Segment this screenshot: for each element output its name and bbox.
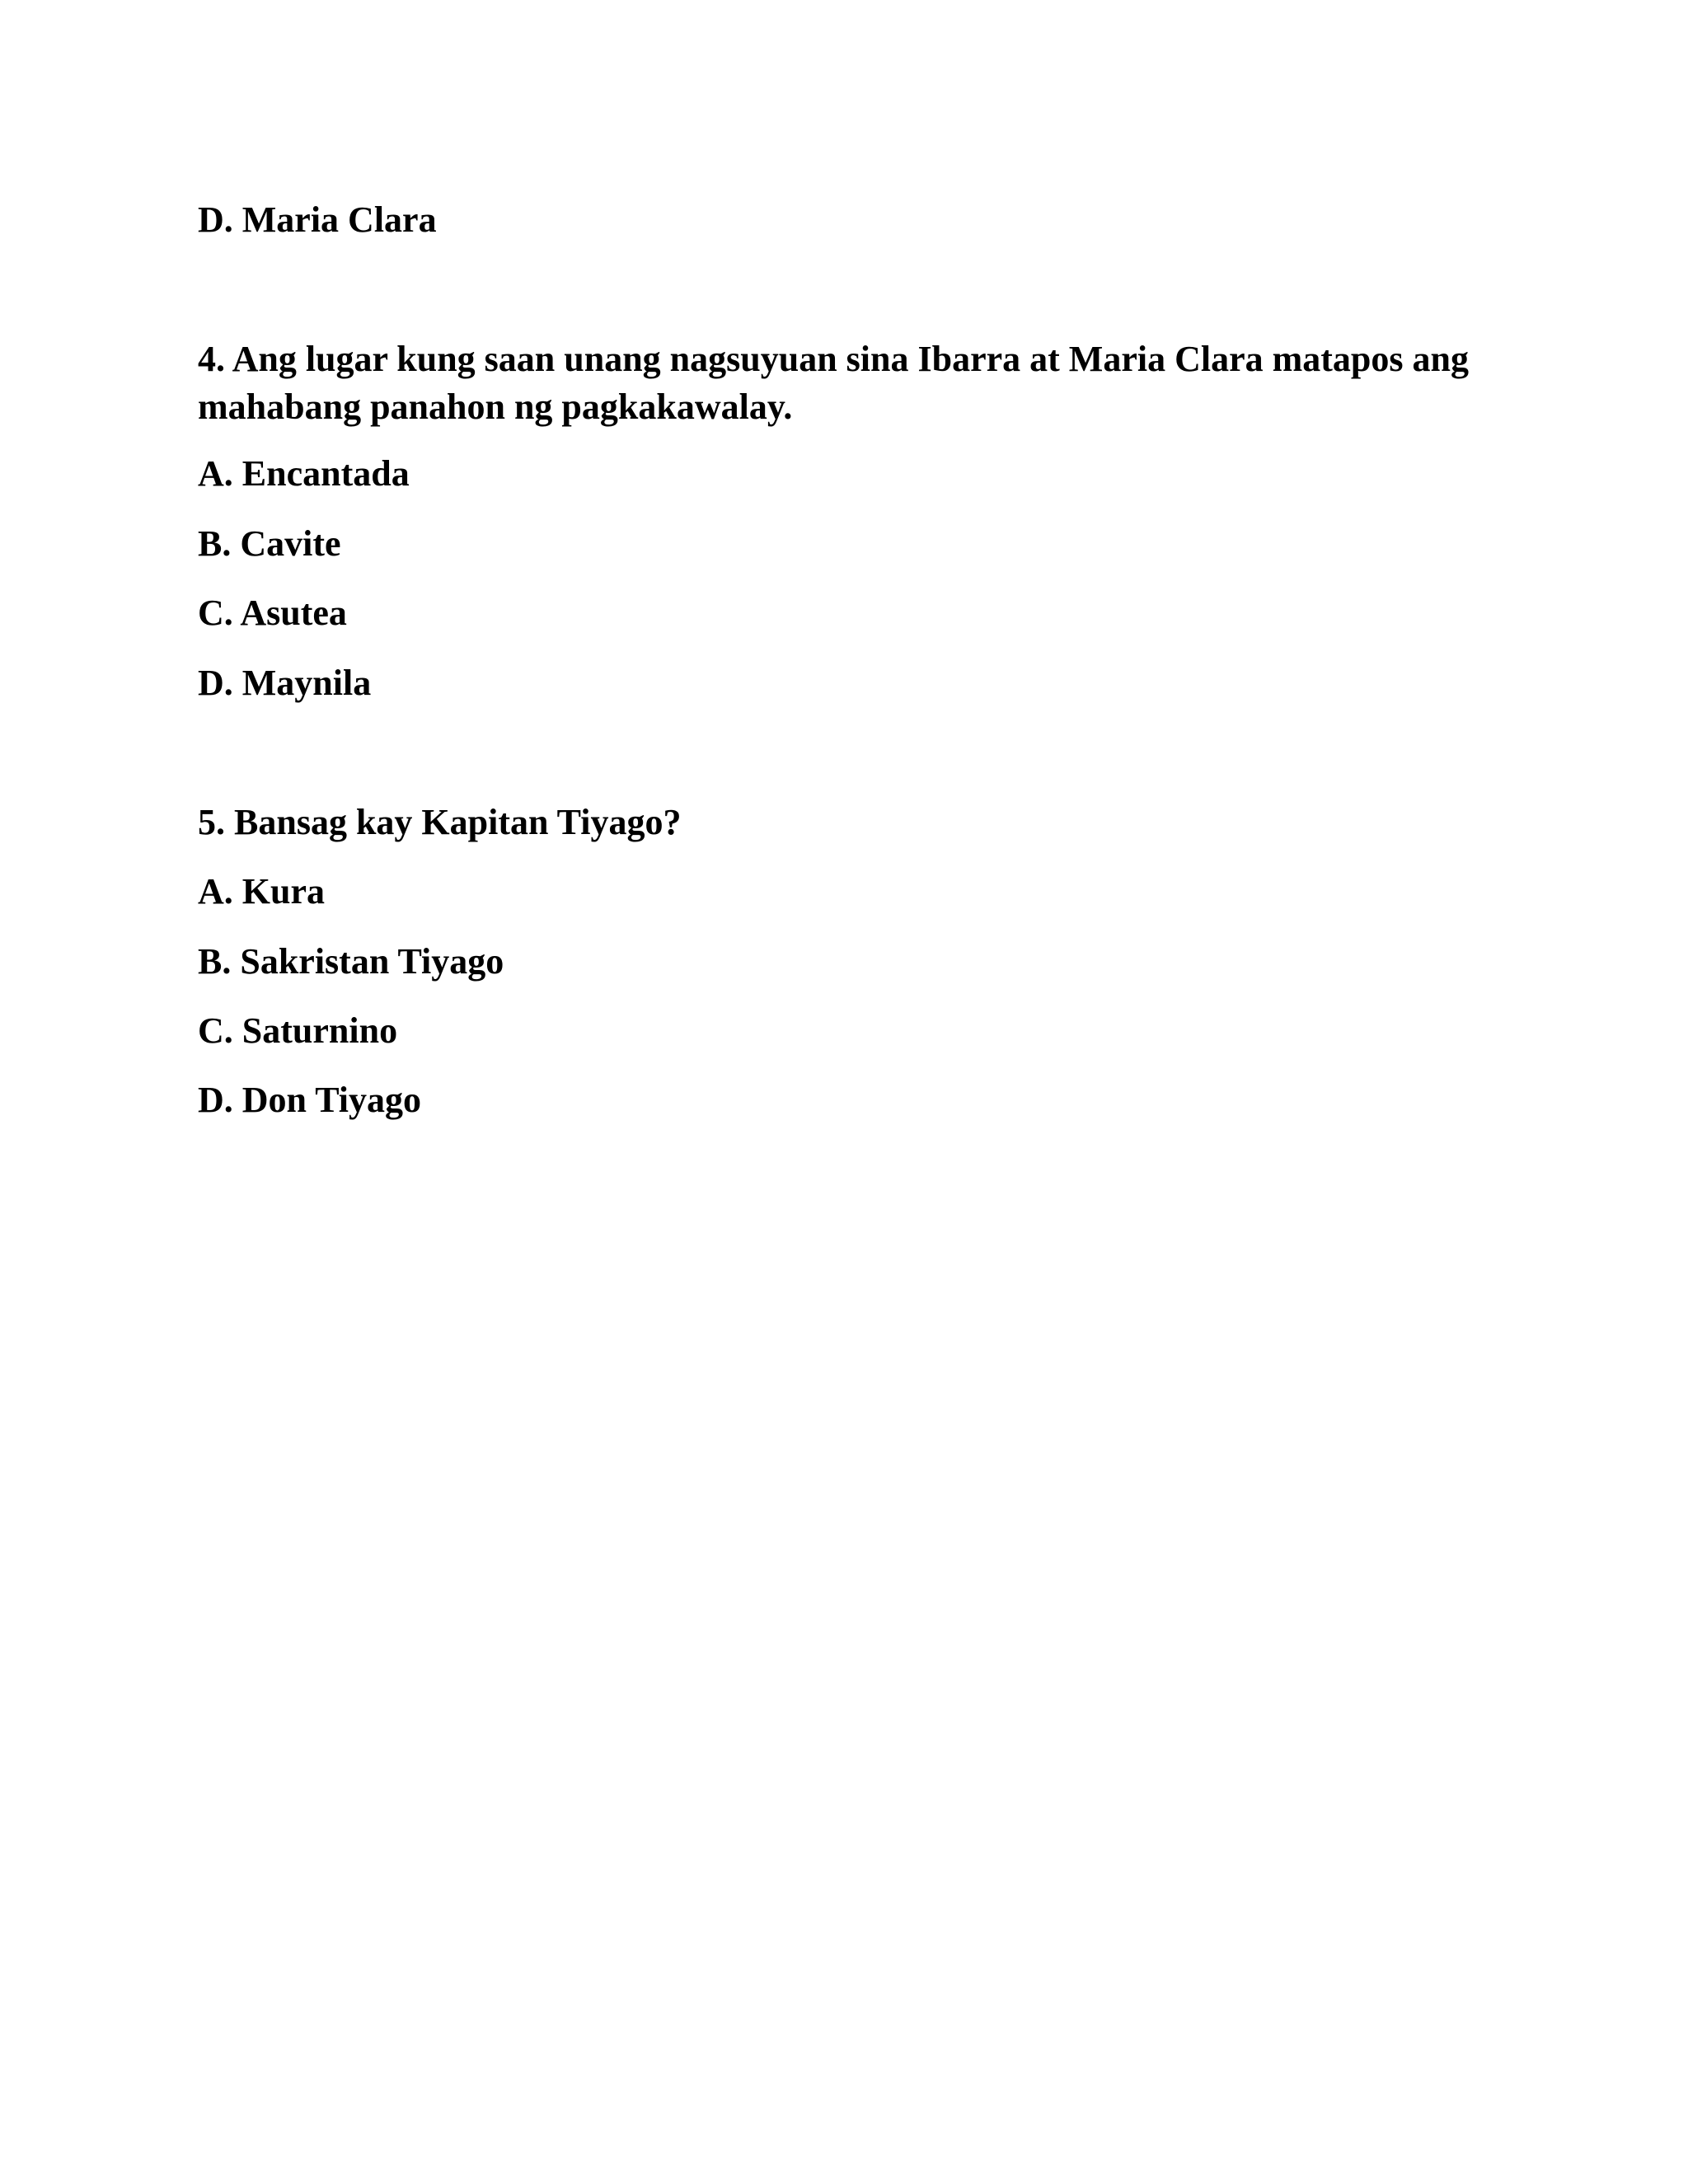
question-5-choice-a: A. Kura bbox=[198, 871, 325, 912]
question-4-choice-b: B. Cavite bbox=[198, 523, 341, 564]
question-5-choice-b: B. Sakristan Tiyago bbox=[198, 941, 504, 982]
question-4-text: 4. Ang lugar kung saan unang nagsuyuan sina Ibarra at Maria Clara matapos ang mahabang panahon ng pagkakawalay. bbox=[198, 339, 1469, 427]
question-5-choice-d: D. Don Tiyago bbox=[198, 1080, 422, 1120]
previous-answer-choice: D. Maria Clara bbox=[198, 199, 437, 240]
question-4-choice-d: D. Maynila bbox=[198, 663, 372, 703]
question-5-text: 5. Bansag kay Kapitan Tiyago? bbox=[198, 802, 682, 842]
question-4-choice-c: C. Asutea bbox=[198, 593, 347, 633]
question-4-choice-a: A. Encantada bbox=[198, 453, 410, 494]
question-5-choice-c: C. Saturnino bbox=[198, 1010, 398, 1051]
